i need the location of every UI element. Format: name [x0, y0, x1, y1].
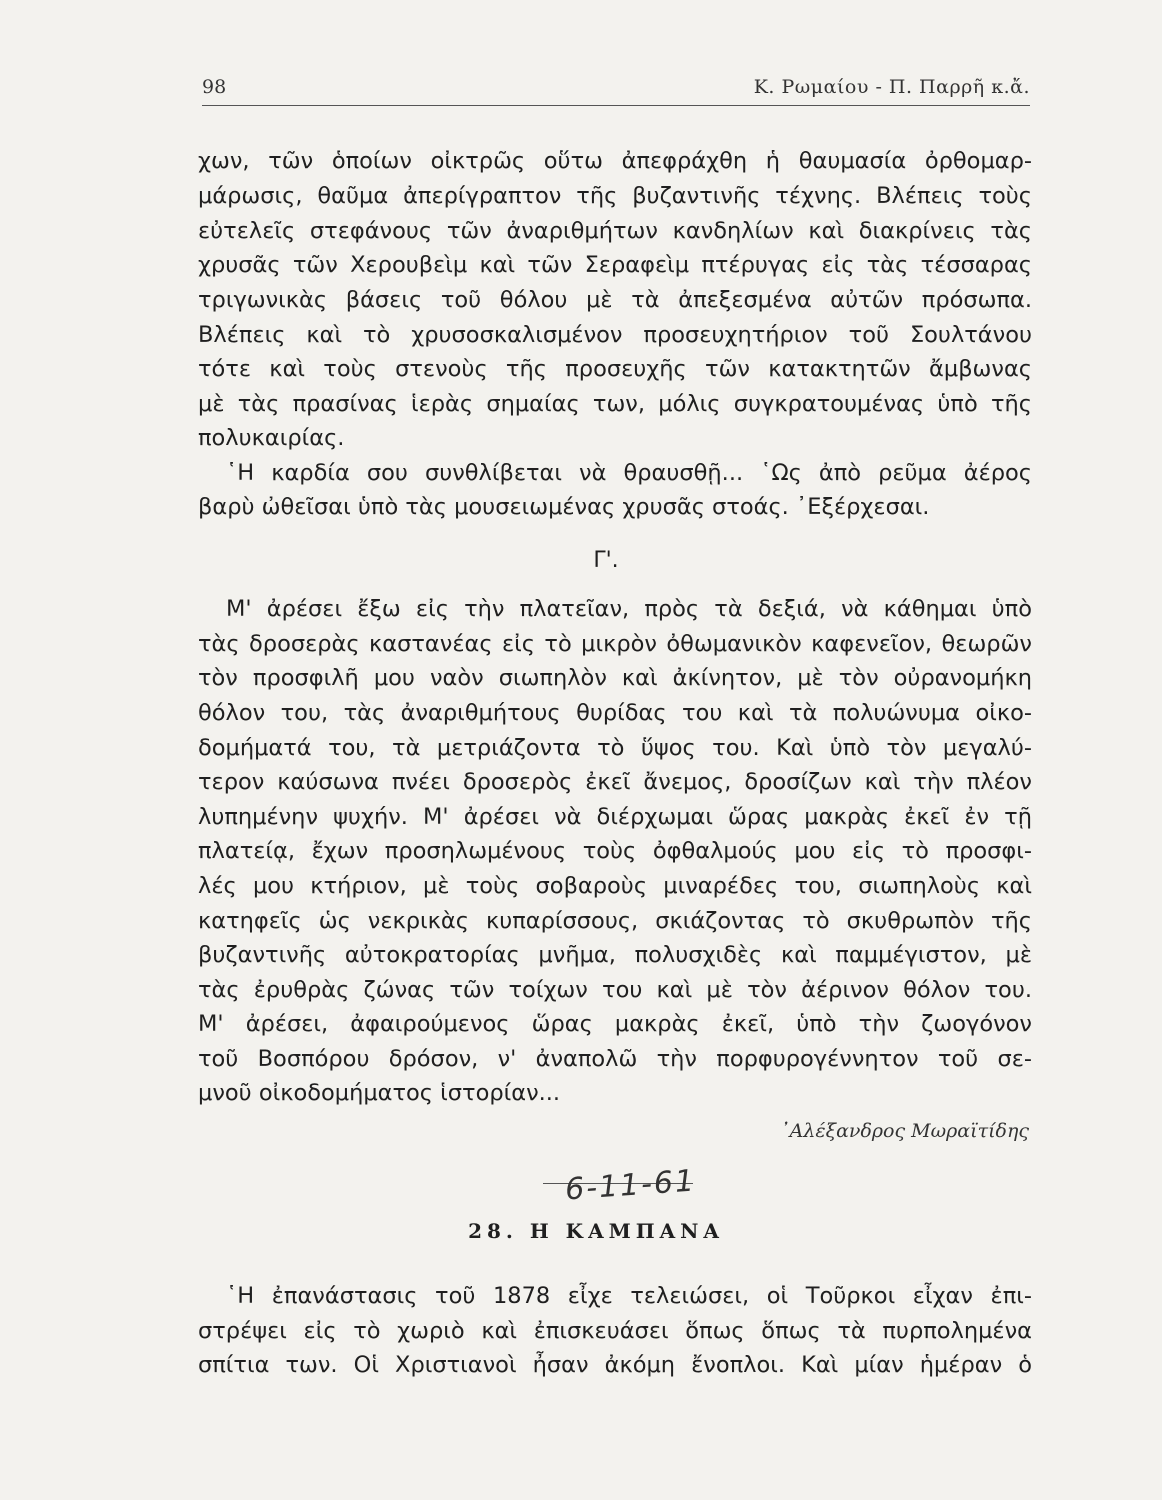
text-line: μνοῦ οἰκοδομήματος ἱστορίαν... [198, 1080, 561, 1106]
text-line: Μ' ἀρέσει ἔξω εἰς τὴν πλατεῖαν, πρὸς τὰ δεξιά, νὰ κάθημαι ὑπὸ [226, 596, 1032, 622]
text-line: τὸν προσφιλῆ μου ναὸν σιωπηλὸν καὶ ἀκίνητον, μὲ τὸν οὐρανομήκη [198, 665, 1032, 691]
text-line: εὐτελεῖς στεφάνους τῶν ἀναριθμήτων κανδηλίων καὶ διακρίνεις τὰς [198, 218, 1032, 244]
text-line: τοῦ Βοσπόρου δρόσον, ν' ἀναπολῶ τὴν πορφυρογέννητον τοῦ σε- [198, 1046, 1032, 1072]
text-line: πλατείᾳ, ἔχων προσηλωμένους τοὺς ὀφθαλμούς μου εἰς τὸ προσφι- [198, 838, 1032, 864]
text-line: χρυσᾶς τῶν Χερουβεὶμ καὶ τῶν Σεραφεὶμ πτέρυγας εἰς τὰς τέσσαρας [198, 252, 1032, 278]
text-line: ῾Η καρδία σου συνθλίβεται νὰ θραυσθῇ... ῾Ως ἀπὸ ρεῦμα ἀέρος [226, 460, 1032, 486]
text-line: λυπημένην ψυχήν. Μ' ἀρέσει νὰ διέρχωμαι ὥρας μακρὰς ἐκεῖ ἐν τῇ [198, 804, 1032, 830]
header-rule [202, 105, 1030, 106]
text-line: χων, τῶν ὁποίων οἰκτρῶς οὕτω ἀπεφράχθη ἡ θαυμασία ὀρθομαρ- [198, 148, 1032, 174]
chapter-title: 28. Η ΚΑΜΠΑΝΑ [468, 1219, 724, 1243]
text-line: στρέψει εἰς τὸ χωριὸ καὶ ἐπισκευάσει ὅπως ὅπως τὰ πυρποληµένα [198, 1318, 1032, 1344]
section-mark: Γ'. [593, 548, 619, 573]
text-line: κατηφεῖς ὡς νεκρικὰς κυπαρίσσους, σκιάζοντας τὸ σκυθρωπὸν τῆς [198, 908, 1032, 934]
text-line: μὲ τὰς πρασίνας ἱερὰς σημαίας των, μόλις συγκρατουμένας ὑπὸ τῆς [198, 391, 1032, 417]
author-signature: ᾿Αλέξανδρος Μωραϊτίδης [780, 1120, 1029, 1142]
page-number: 98 [202, 76, 227, 98]
text-line: βαρὺ ὠθεῖσαι ὑπὸ τὰς μουσειωμένας χρυσᾶς στοάς. ᾿Εξέρχεσαι. [198, 494, 930, 520]
text-line: βυζαντινῆς αὐτοκρατορίας μνῆμα, πολυσχιδὲς καὶ παμμέγιστον, μὲ [198, 942, 1032, 968]
text-line: τὰς ἐρυθρὰς ζώνας τῶν τοίχων του καὶ μὲ τὸν ἀέρινον θόλον του. [198, 977, 1032, 1003]
text-line: μάρωσις, θαῦμα ἀπερίγραπτον τῆς βυζαντινῆς τέχνης. Βλέπεις τοὺς [198, 183, 1032, 209]
text-line: σπίτια των. Οἱ Χριστιανοὶ ἦσαν ἀκόμη ἔνοπλοι. Καὶ μίαν ἡμέραν ὁ [198, 1352, 1032, 1378]
handwritten-date: 6-11-61 [563, 1163, 698, 1208]
text-line: δομήματά του, τὰ μετριάζοντα τὸ ὕψος του. Καὶ ὑπὸ τὸν μεγαλύ- [198, 735, 1032, 761]
text-line: τότε καὶ τοὺς στενοὺς τῆς προσευχῆς τῶν κατακτητῶν ἄμβωνας [198, 356, 1032, 382]
running-title: Κ. Ρωμαίου - Π. Παρρῆ κ.ἄ. [753, 76, 1030, 98]
text-line: Μ' ἀρέσει, ἀφαιρούμενος ὥρας μακρὰς ἐκεῖ, ὑπὸ τὴν ζωογόνον [198, 1011, 1032, 1037]
text-line: Βλέπεις καὶ τὸ χρυσοσκαλισμένον προσευχητήριον τοῦ Σουλτάνου [198, 322, 1032, 348]
text-line: λές μου κτήριον, μὲ τοὺς σοβαροὺς μιναρέδες του, σιωπηλοὺς καὶ [198, 873, 1032, 899]
text-line: θόλον του, τὰς ἀναριθμήτους θυρίδας του καὶ τὰ πολυώνυμα οἰκο- [198, 700, 1032, 726]
text-line: ῾Η ἐπανάστασις τοῦ 1878 εἶχε τελειώσει, οἱ Τοῦρκοι εἶχαν ἐπι- [226, 1283, 1032, 1309]
running-head [202, 72, 1030, 106]
text-line: τριγωνικὰς βάσεις τοῦ θόλου μὲ τὰ ἀπεξεσμένα αὐτῶν πρόσωπα. [198, 287, 1032, 313]
text-line: τερον καύσωνα πνέει δροσερὸς ἐκεῖ ἄνεμος, δροσίζων καὶ τὴν πλέον [198, 769, 1032, 795]
text-line: τὰς δροσερὰς καστανέας εἰς τὸ μικρὸν ὀθωμανικὸν καφενεῖον, θεωρῶν [198, 631, 1032, 657]
text-line: πολυκαιρίας. [198, 425, 345, 451]
